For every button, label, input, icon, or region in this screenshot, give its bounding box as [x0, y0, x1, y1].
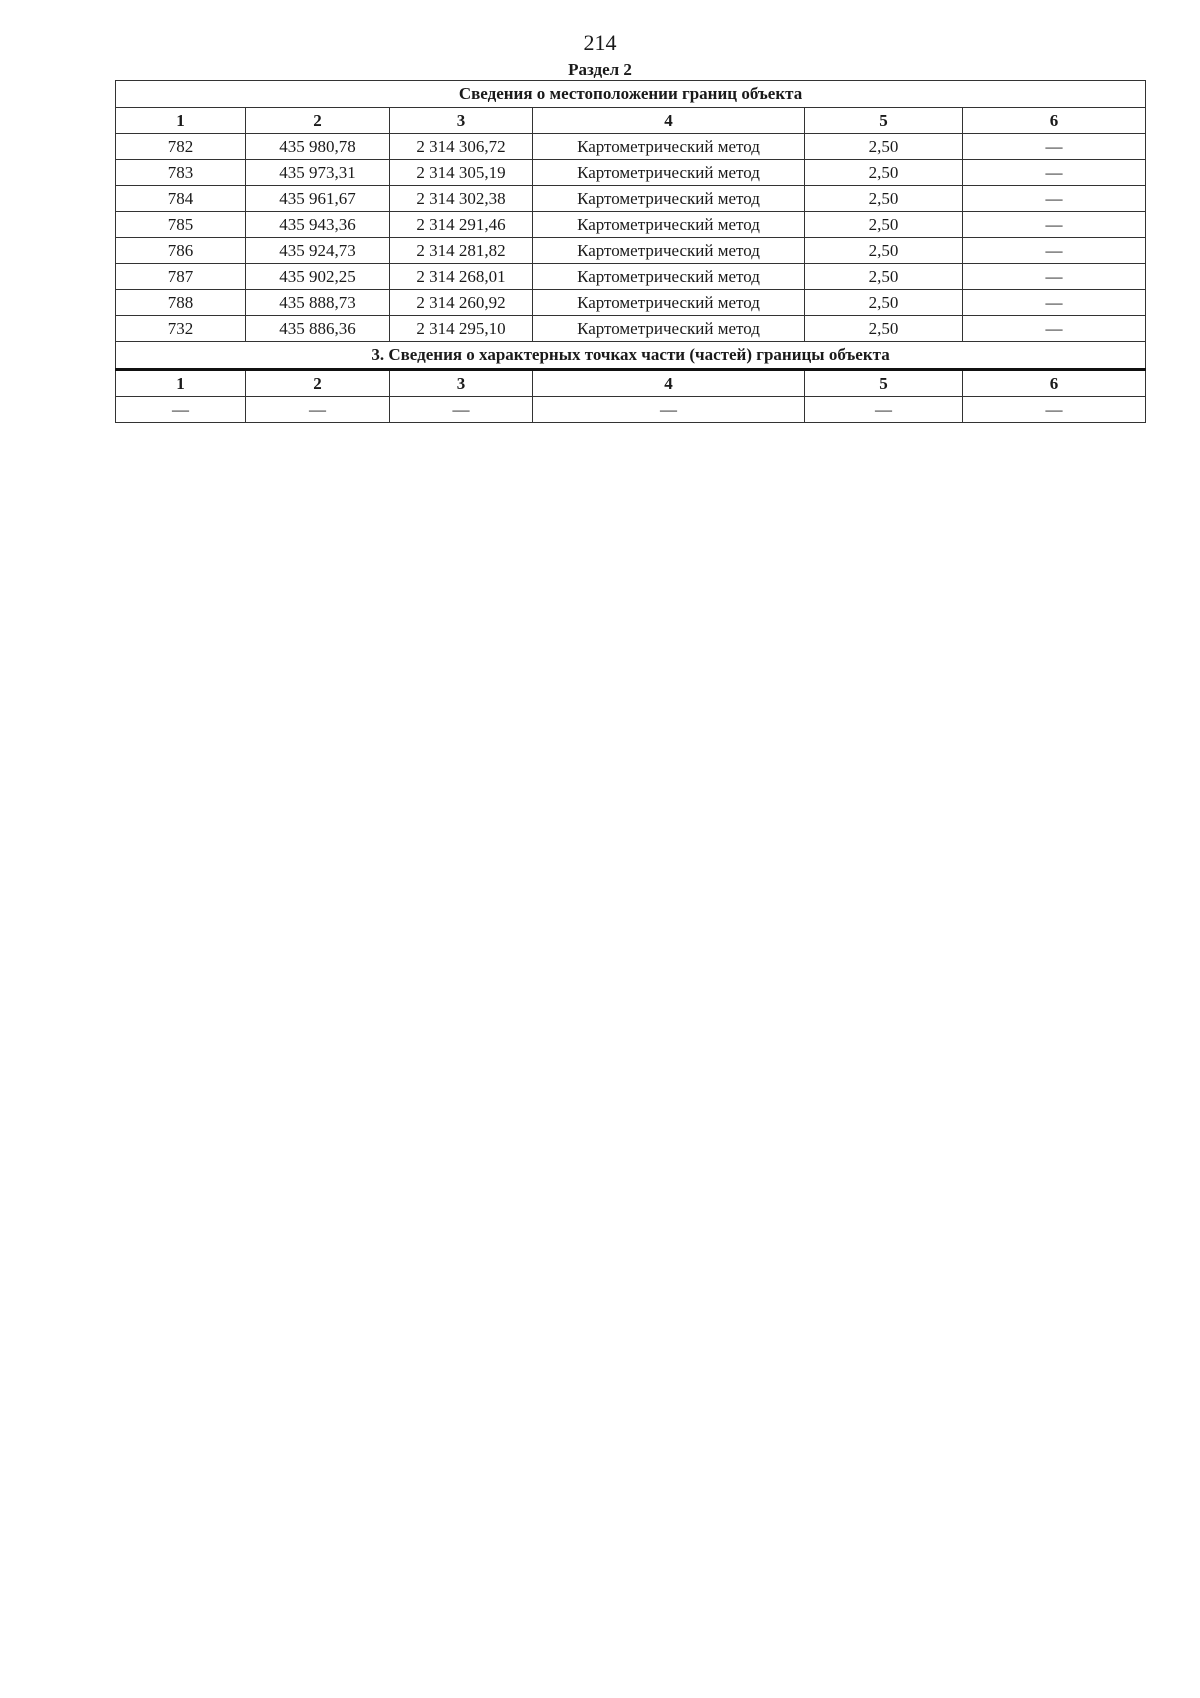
table-cell: — — [963, 212, 1146, 238]
table-cell: — — [963, 264, 1146, 290]
table-cell: — — [963, 397, 1146, 423]
table-cell: 435 980,78 — [246, 134, 390, 160]
table-row — [116, 134, 1146, 160]
column-header: 6 — [963, 370, 1146, 397]
table-cell: 783 — [116, 160, 246, 186]
table-cell: 788 — [116, 290, 246, 316]
table-cell: 2 314 260,92 — [390, 290, 533, 316]
table-cell: 2,50 — [805, 290, 963, 316]
table-row — [116, 238, 1146, 264]
table-cell: 2,50 — [805, 186, 963, 212]
table-cell: 784 — [116, 186, 246, 212]
table-cell: Картометрический метод — [533, 212, 805, 238]
table-cell: — — [390, 397, 533, 423]
section3-caption-row — [116, 342, 1146, 370]
table-row — [116, 160, 1146, 186]
table-cell: Картометрический метод — [533, 160, 805, 186]
section3-body — [116, 397, 1146, 423]
table-cell: 2 314 305,19 — [390, 160, 533, 186]
table-cell: — — [963, 316, 1146, 342]
table-cell: 782 — [116, 134, 246, 160]
column-header: 1 — [116, 370, 246, 397]
table-cell: 786 — [116, 238, 246, 264]
page-number: 214 — [583, 30, 617, 55]
table-cell: 2,50 — [805, 264, 963, 290]
table-cell: 435 902,25 — [246, 264, 390, 290]
table-caption: Сведения о местоположении границ объекта — [116, 81, 1146, 108]
table-cell: 2,50 — [805, 238, 963, 264]
table-cell: — — [963, 290, 1146, 316]
column-header: 2 — [246, 370, 390, 397]
table-cell: 435 888,73 — [246, 290, 390, 316]
table-cell: 2,50 — [805, 160, 963, 186]
table-cell: 2,50 — [805, 212, 963, 238]
table-cell: 435 943,36 — [246, 212, 390, 238]
table-cell: 435 924,73 — [246, 238, 390, 264]
table-cell: — — [963, 160, 1146, 186]
table-cell: 435 886,36 — [246, 316, 390, 342]
section-title: Раздел 2 — [568, 60, 632, 79]
column-header: 5 — [805, 108, 963, 134]
table-row — [116, 186, 1146, 212]
table-cell: 435 961,67 — [246, 186, 390, 212]
table-cell: — — [963, 134, 1146, 160]
table-cell: 2 314 281,82 — [390, 238, 533, 264]
column-header: 2 — [246, 108, 390, 134]
table-cell: — — [805, 397, 963, 423]
table-header-row — [116, 108, 1146, 134]
section3-header-row — [116, 370, 1146, 397]
table-cell: 2,50 — [805, 134, 963, 160]
table-cell: — — [963, 238, 1146, 264]
column-header: 1 — [116, 108, 246, 134]
table-cell: 2 314 268,01 — [390, 264, 533, 290]
table-cell: 2 314 302,38 — [390, 186, 533, 212]
table-cell: — — [533, 397, 805, 423]
table-row — [116, 212, 1146, 238]
column-header: 4 — [533, 108, 805, 134]
table-cell: Картометрический метод — [533, 264, 805, 290]
table-row — [116, 264, 1146, 290]
table-cell: 435 973,31 — [246, 160, 390, 186]
column-header: 5 — [805, 370, 963, 397]
table-cell: 2 314 291,46 — [390, 212, 533, 238]
table-cell: Картометрический метод — [533, 238, 805, 264]
table-cell: 787 — [116, 264, 246, 290]
table-row — [116, 397, 1146, 423]
table-body — [116, 134, 1146, 342]
column-header: 4 — [533, 370, 805, 397]
table-caption-row — [116, 81, 1146, 108]
table-cell: 732 — [116, 316, 246, 342]
column-header: 3 — [390, 108, 533, 134]
boundary-table — [115, 80, 1146, 423]
table-row — [116, 290, 1146, 316]
column-header: 3 — [390, 370, 533, 397]
table-cell: Картометрический метод — [533, 290, 805, 316]
table-row — [116, 316, 1146, 342]
table-cell: — — [246, 397, 390, 423]
column-header: 6 — [963, 108, 1146, 134]
table-cell: 785 — [116, 212, 246, 238]
table-cell: Картометрический метод — [533, 316, 805, 342]
table-cell: 2 314 306,72 — [390, 134, 533, 160]
section3-caption: 3. Сведения о характерных точках части (частей) границы объекта — [116, 342, 1146, 370]
table-cell: — — [116, 397, 246, 423]
table-cell: — — [963, 186, 1146, 212]
table-cell: Картометрический метод — [533, 134, 805, 160]
table-cell: Картометрический метод — [533, 186, 805, 212]
table-cell: 2 314 295,10 — [390, 316, 533, 342]
table-cell: 2,50 — [805, 316, 963, 342]
